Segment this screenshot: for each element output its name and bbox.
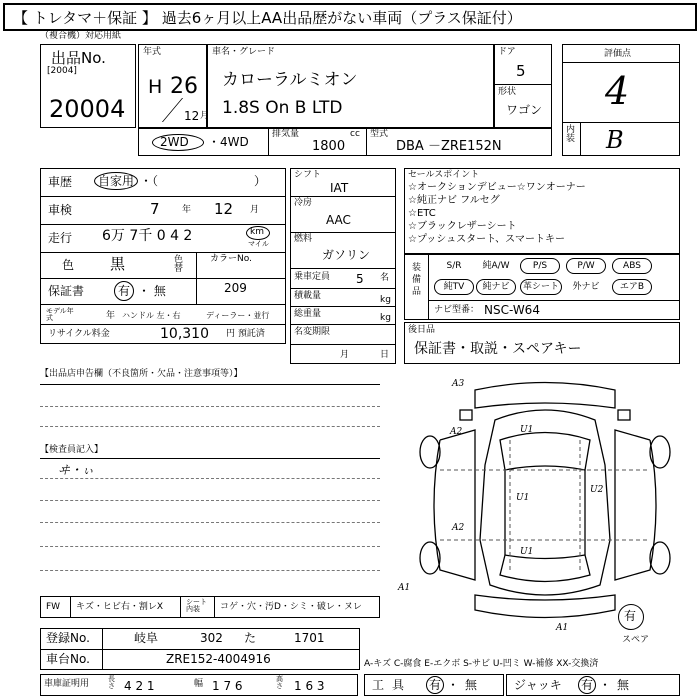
lot-label: 出品No.: [51, 49, 106, 67]
color-value: 黒: [110, 255, 126, 273]
displacement-label: 排気量: [272, 129, 300, 139]
drive-4wd: ・4WD: [208, 135, 249, 149]
capacity-unit: 名: [380, 273, 390, 283]
equip-navi: 純ナビ: [476, 279, 516, 295]
equip-tv: 純TV: [434, 279, 474, 295]
jack-value: 有・無: [581, 678, 636, 692]
shape-value: ワゴン: [506, 103, 543, 117]
navi-model-label: ナビ型番：: [434, 305, 480, 315]
capacity-label: 乗車定員: [294, 272, 331, 282]
inspector-label: 【検査員記入】: [40, 445, 104, 455]
shape-label: 形状: [498, 87, 517, 97]
color-code-value: 209: [224, 281, 247, 295]
damage-mark: U2: [590, 485, 604, 495]
ac-label: 冷房: [294, 198, 313, 208]
damage-mark: U1: [520, 547, 534, 557]
warranty-book-rest: ・ 無: [138, 284, 166, 298]
model-label: 型式: [370, 129, 389, 139]
registration-kana: た: [244, 631, 257, 645]
car-label: 車名・グレード: [212, 47, 276, 57]
cert-hgt-value: 1 6 3: [294, 679, 325, 693]
interior-label: 内装: [566, 125, 576, 144]
reg-limit-label: 名変期限: [294, 327, 331, 337]
mileage-value: 6万 7千 0 4 2: [102, 228, 193, 244]
damage-mark: U1: [520, 425, 534, 435]
color-code-label: カラーNo.: [210, 254, 252, 264]
registration-number: 1701: [294, 631, 325, 645]
drive-2wd: 2WD: [160, 135, 189, 149]
model-year-handle: ハンドル 左・右: [122, 311, 181, 320]
displacement-unit: cc: [350, 129, 360, 139]
car-grade: 1.8S On B LTD: [222, 98, 343, 118]
sales-point-item: ☆純正ナビ フルセグ: [408, 195, 500, 206]
cert-label: 車庫証明用: [44, 679, 90, 689]
damage-mark: A3: [452, 379, 465, 389]
banner-text: 【 トレタマ＋保証 】 過去6ヶ月以上AA出品歴がない車両（プラス保証付）: [13, 9, 522, 27]
year-month-unit: 月: [200, 111, 210, 121]
lot-box: [40, 44, 136, 128]
equip-airbag: エアB: [612, 279, 652, 295]
inspector-note: ヰ・ぃ: [58, 463, 95, 477]
damage-mark: A1: [556, 623, 569, 633]
registration-pref: 岐阜: [134, 631, 159, 645]
equip-abs: ABS: [612, 258, 652, 274]
capacity-value: 5: [356, 272, 364, 286]
mileage-unit-km: km: [250, 227, 264, 237]
cert-len: 長さ: [108, 675, 115, 690]
cert-hgt: 高さ: [276, 675, 283, 690]
tools-label: 工具: [372, 678, 413, 692]
damage-mark: U1: [516, 493, 530, 503]
registration-label: 登録No.: [46, 631, 90, 645]
sub-caption: （複合機）対応用紙: [40, 31, 122, 41]
damage-mark: A2: [450, 427, 463, 437]
accessories-label: 後日品: [408, 325, 436, 335]
equip-ps: P/S: [520, 258, 560, 274]
fuel-value: ガソリン: [322, 248, 371, 262]
inspection-year: 7: [150, 200, 160, 218]
year-month: 12: [184, 109, 200, 123]
sales-points-label: セールスポイント: [408, 170, 480, 180]
chassis-label: 車台No.: [46, 652, 90, 666]
lot-number: 20004: [49, 95, 126, 123]
history-rest: ・（ ）: [140, 174, 267, 188]
inspection-month-unit: 月: [250, 205, 260, 215]
seller-notes: 【出品店申告欄（不良箇所・欠品・注意事項等）】: [40, 369, 243, 379]
car-damage-diagram: [400, 370, 690, 635]
lot-small: [2004]: [47, 66, 77, 76]
damage-mark: A2: [452, 523, 465, 533]
jack-label: ジャッキ: [514, 678, 562, 692]
shift-value: IAT: [330, 181, 349, 195]
damage-mark: A1: [398, 583, 411, 593]
key-legend: A-キズ C-腐食 E-エクボ S-サビ U-凹ミ W-補修 XX-交換済: [364, 659, 599, 669]
equip-leather: 革シート: [520, 279, 562, 295]
mileage-unit-mile: マイル: [248, 240, 269, 248]
model-year-unit: 年: [106, 311, 116, 321]
model-year-label: モデル年式: [46, 307, 74, 322]
recycle-unit: 円 預託済: [226, 329, 265, 339]
reg-limit-unit: 月: [340, 350, 350, 360]
equip-sr: S/R: [446, 261, 462, 271]
cert-wid: 幅: [194, 679, 204, 689]
ac-value: AAC: [326, 213, 351, 227]
shift-label: シフト: [294, 170, 322, 180]
equip-pw: P/W: [566, 258, 606, 274]
color-label: 色: [62, 258, 75, 272]
interior-value: B: [606, 126, 624, 154]
year-value: 26: [170, 74, 198, 99]
equipment-label: 装備品: [412, 263, 422, 297]
year-era: H: [148, 76, 163, 98]
chassis-value: ZRE152-4004916: [166, 652, 271, 666]
sales-point-item: ☆ブラックレザーシート: [408, 221, 517, 232]
recycle-value: 10,310: [160, 326, 209, 342]
equip-ext-navi: 外ナビ: [572, 282, 600, 292]
weight-label: 総重量: [294, 309, 322, 319]
score-label: 評価点: [604, 49, 632, 59]
cert-len-value: 4 2 1: [124, 679, 155, 693]
history-value: 自家用: [98, 174, 135, 188]
cert-wid-value: 1 7 6: [212, 679, 243, 693]
score-value: 4: [605, 69, 630, 113]
legend-text: キズ・ヒビ右・割レX: [76, 602, 163, 612]
sales-point-item: ☆オークションデビュー☆ワンオーナー: [408, 182, 586, 193]
spare-value: 有: [624, 609, 637, 623]
color-change-label: 色替: [174, 255, 184, 274]
doors-value: 5: [516, 62, 526, 80]
legend-seat-text: コゲ・穴・汚D・シミ・破レ・ヌレ: [220, 602, 362, 612]
model-year-dealer: ディーラー・並行: [206, 311, 270, 320]
inspection-month: 12: [214, 200, 234, 218]
spare-label: スペア: [622, 635, 650, 645]
accessories-value: 保証書・取説・スペアキー: [414, 341, 582, 357]
car-name: カローラルミオン: [222, 70, 358, 90]
mileage-label: 走行: [48, 231, 73, 245]
warranty-book-label: 保証書: [48, 284, 85, 298]
load-label: 積載量: [294, 291, 322, 301]
year-label: 年式: [143, 47, 162, 57]
warranty-book-value: 有: [118, 284, 131, 298]
equip-aw: 純A/W: [482, 261, 510, 271]
inspection-label: 車検: [48, 203, 73, 217]
displacement-value: 1800: [312, 139, 346, 154]
legend-fw: FW: [46, 602, 61, 612]
weight-unit: kg: [380, 313, 391, 323]
model-value: DBA －ZRE152N: [396, 139, 502, 154]
reg-limit-day: 日: [380, 350, 390, 360]
registration-class: 302: [200, 631, 223, 645]
load-unit: kg: [380, 295, 391, 305]
sales-point-item: ☆プッシュスタート、スマートキー: [408, 234, 565, 245]
fuel-label: 燃料: [294, 234, 313, 244]
navi-model-value: NSC-W64: [484, 303, 540, 317]
legend-seat-label: シート内装: [186, 598, 207, 613]
banner: [3, 3, 697, 31]
doors-label: ドア: [498, 47, 516, 57]
recycle-label: リサイクル料金: [48, 329, 110, 339]
history-label: 車歴: [48, 175, 73, 189]
sales-point-item: ☆ETC: [408, 208, 436, 219]
inspection-year-unit: 年: [182, 205, 192, 215]
tools-value: 有・無: [429, 678, 484, 692]
